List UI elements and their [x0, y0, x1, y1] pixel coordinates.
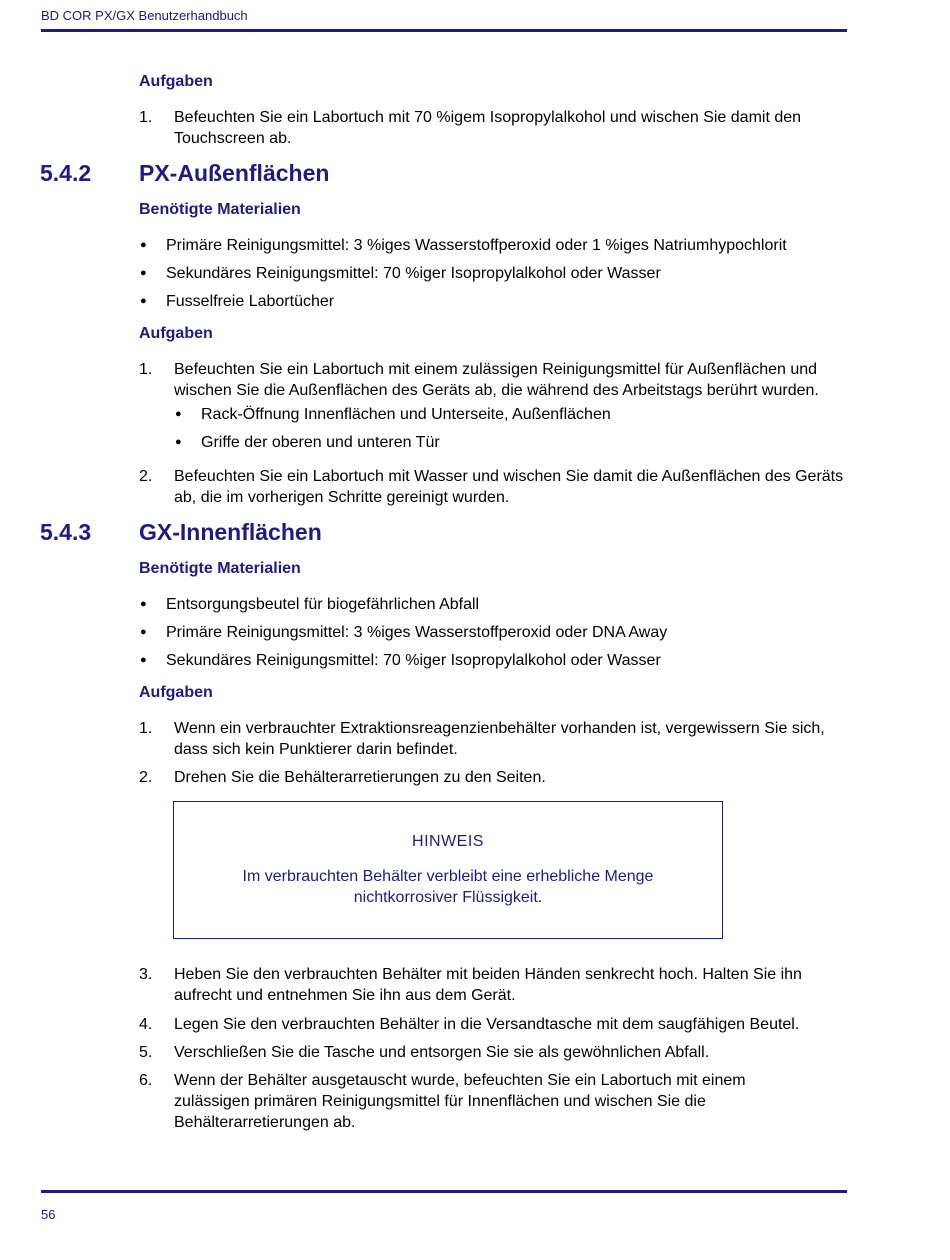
step-text: Drehen Sie die Behälterarretierungen zu den Seiten. — [174, 769, 546, 786]
step-text: Befeuchten Sie ein Labortuch mit Wasser und wischen Sie damit die Außenflächen des Geräts ab, die im vorherigen Schritte gereinigt wurden. — [174, 468, 844, 506]
tasks-heading: Aufgaben — [139, 73, 213, 90]
step-number: 6. — [139, 1072, 153, 1089]
material-item: Sekundäres Reinigungsmittel: 70 %iger Isopropylalkohol oder Wasser — [166, 265, 661, 282]
step-text: Legen Sie den verbrauchten Behälter in die Versandtasche mit dem saugfähigen Beutel. — [174, 1016, 800, 1033]
step-text: Befeuchten Sie ein Labortuch mit einem zulässigen Reinigungsmittel für Außenflächen und wischen Sie die Außenflächen des Geräts ab, die während des Arbeitstags berührt wurden. — [174, 361, 819, 399]
material-item: Primäre Reinigungsmittel: 3 %iges Wasserstoffperoxid oder 1 %iges Natriumhypochlorit — [166, 237, 787, 254]
step-number: 5. — [139, 1044, 153, 1061]
step-text: Heben Sie den verbrauchten Behälter mit beiden Händen senkrecht hoch. Halten Sie ihn aufrecht und entnehmen Sie ihn aus dem Gerät. — [174, 966, 802, 1004]
page-number: 56 — [41, 1207, 56, 1222]
step-text: Befeuchten Sie ein Labortuch mit 70 %igem Isopropylalkohol und wischen Sie damit den Touchscreen ab. — [174, 109, 802, 147]
section-number: 5.4.3 — [40, 519, 92, 545]
header-rule — [41, 29, 847, 32]
bullet-icon: ● — [140, 239, 147, 251]
step-number: 2. — [139, 769, 153, 786]
bullet-icon: ● — [140, 598, 147, 610]
materials-heading: Benötigte Materialien — [139, 560, 301, 577]
note-text: Im verbrauchten Behälter verbleibt eine erhebliche Menge nichtkorrosiver Flüssigkeit. — [242, 868, 654, 906]
material-item: Entsorgungsbeutel für biogefährlichen Abfall — [166, 596, 480, 613]
step-text: Verschließen Sie die Tasche und entsorgen Sie sie als gewöhnlichen Abfall. — [174, 1044, 710, 1061]
step-number: 4. — [139, 1016, 153, 1033]
tasks-heading: Aufgaben — [139, 684, 213, 701]
step-text: Wenn ein verbrauchter Extraktionsreagenzienbehälter vorhanden ist, vergewissern Sie sich, dass sich kein Punktierer darin befindet. — [174, 720, 825, 758]
step-number: 1. — [139, 720, 153, 737]
section-title: PX-Außenflächen — [139, 160, 330, 186]
sub-bullet-item: Griffe der oberen und unteren Tür — [201, 434, 440, 451]
step-number: 3. — [139, 966, 153, 983]
bullet-icon: ● — [175, 408, 182, 420]
bullet-icon: ● — [140, 654, 147, 666]
step-number: 1. — [139, 361, 153, 378]
section-title: GX-Innenflächen — [139, 519, 322, 545]
note-title: HINWEIS — [412, 833, 484, 850]
materials-heading: Benötigte Materialien — [139, 201, 301, 218]
bullet-icon: ● — [140, 295, 147, 307]
sub-bullet-item: Rack-Öffnung Innenflächen und Unterseite, Außenflächen — [201, 406, 611, 423]
material-item: Fusselfreie Labortücher — [166, 293, 335, 310]
bullet-icon: ● — [175, 436, 182, 448]
section-number: 5.4.2 — [40, 160, 92, 186]
footer-rule — [41, 1190, 847, 1193]
material-item: Primäre Reinigungsmittel: 3 %iges Wasserstoffperoxid oder DNA Away — [166, 624, 668, 641]
step-text: Wenn der Behälter ausgetauscht wurde, befeuchten Sie ein Labortuch mit einem zulässigen primären Reinigungsmittel für Innenflächen und wischen Sie die Behälterarretierungen ab. — [174, 1072, 746, 1131]
bullet-icon: ● — [140, 267, 147, 279]
bullet-icon: ● — [140, 626, 147, 638]
tasks-heading: Aufgaben — [139, 325, 213, 342]
material-item: Sekundäres Reinigungsmittel: 70 %iger Isopropylalkohol oder Wasser — [166, 652, 661, 669]
note-box — [173, 801, 723, 939]
step-number: 2. — [139, 468, 153, 485]
step-number: 1. — [139, 109, 153, 126]
running-header: BD COR PX/GX Benutzerhandbuch — [41, 8, 248, 23]
